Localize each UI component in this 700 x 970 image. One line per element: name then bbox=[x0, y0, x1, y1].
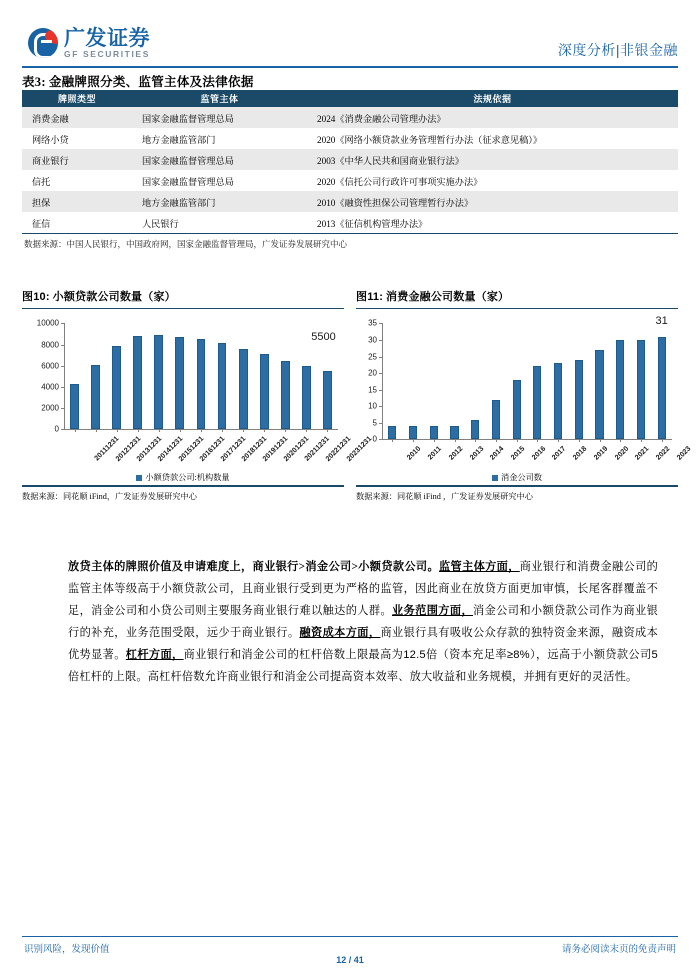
legend-swatch-icon bbox=[492, 475, 498, 481]
bar bbox=[91, 365, 100, 429]
x-axis-tick-label: 20121231 bbox=[112, 434, 142, 464]
x-axis-tick-label: 2021 bbox=[632, 444, 651, 463]
bar bbox=[239, 349, 248, 429]
y-axis-tick-mark bbox=[379, 423, 382, 424]
x-axis-tick-label: 2017 bbox=[550, 444, 568, 463]
footer-disclaimer: 请务必阅读末页的免责声明 bbox=[561, 944, 676, 955]
x-axis-tick-mark bbox=[327, 429, 328, 432]
bar bbox=[595, 350, 603, 439]
bar bbox=[218, 343, 227, 429]
x-axis-tick-mark bbox=[579, 439, 580, 442]
data-label: 5500 bbox=[311, 331, 336, 344]
y-axis-tick-label: 2000 bbox=[41, 403, 59, 413]
bar bbox=[450, 426, 458, 439]
figure-11-source: 数据来源：同花顺 iFind ，广发证券发展研究中心 bbox=[356, 491, 533, 501]
y-axis-tick-mark bbox=[379, 439, 382, 440]
y-axis-tick-mark bbox=[379, 406, 382, 407]
y-axis-tick-mark bbox=[61, 323, 64, 324]
table-title-text: 金融牌照分类、监管主体及法律依据 bbox=[48, 75, 254, 89]
x-axis-tick-mark bbox=[392, 439, 393, 442]
x-axis-tick-label: 2023 bbox=[674, 444, 693, 463]
cell-legal-basis: 2013《征信机构管理办法》 bbox=[307, 212, 678, 234]
figure-11 bbox=[356, 288, 693, 522]
bar bbox=[616, 340, 624, 439]
x-axis-tick-label: 2019 bbox=[591, 444, 610, 463]
footer-slogan: 识别风险，发现价值 bbox=[24, 944, 110, 955]
logo-text bbox=[64, 28, 150, 59]
x-axis-tick-mark bbox=[306, 429, 307, 432]
y-axis-tick-mark bbox=[379, 373, 382, 374]
table-caption bbox=[22, 72, 254, 90]
x-axis-line bbox=[382, 439, 672, 440]
y-axis-tick-mark bbox=[379, 323, 382, 324]
column-header-legal-basis: 法规依据 bbox=[307, 90, 678, 107]
x-axis-tick-mark bbox=[620, 439, 621, 442]
cell-license-type: 担保 bbox=[22, 191, 132, 212]
x-axis-tick-mark bbox=[517, 439, 518, 442]
x-axis-tick-mark bbox=[138, 429, 139, 432]
cell-license-type: 网络小贷 bbox=[22, 128, 132, 149]
cell-legal-basis: 2003《中华人民共和国商业银行法》 bbox=[307, 149, 678, 170]
bar bbox=[175, 337, 184, 429]
y-axis-tick-label: 8000 bbox=[41, 340, 59, 350]
x-axis-tick-label: 2016 bbox=[529, 444, 548, 463]
x-axis-tick-mark bbox=[496, 439, 497, 442]
bar bbox=[388, 426, 396, 439]
figure-10-number: 图10: bbox=[22, 291, 50, 303]
y-axis-tick-mark bbox=[61, 387, 64, 388]
y-axis-tick-label: 15 bbox=[368, 385, 377, 395]
cell-legal-basis: 2020《网络小额贷款业务管理暂行办法（征求意见稿）》 bbox=[307, 128, 678, 149]
x-axis-tick-mark bbox=[662, 439, 663, 442]
bar bbox=[471, 420, 479, 440]
bar bbox=[513, 380, 521, 440]
x-axis-tick-label: 20181231 bbox=[239, 434, 269, 464]
y-axis-tick-label: 4000 bbox=[41, 382, 59, 392]
y-axis-tick-label: 0 bbox=[372, 434, 377, 444]
x-axis-tick-label: 20231231 bbox=[344, 434, 374, 464]
x-axis-tick-label: 2012 bbox=[446, 444, 465, 463]
cell-legal-basis: 2020《信托公司行政许可事项实施办法》 bbox=[307, 170, 678, 191]
x-axis-tick-label: 20191231 bbox=[260, 434, 290, 464]
figure-10-caption bbox=[22, 288, 344, 308]
bar bbox=[133, 336, 142, 429]
x-axis-tick-mark bbox=[455, 439, 456, 442]
x-axis-tick-mark bbox=[243, 429, 244, 432]
gf-securities-logo bbox=[28, 28, 150, 59]
cell-regulator: 地方金融监管部门 bbox=[132, 191, 307, 212]
x-axis-tick-label: 20161231 bbox=[197, 434, 227, 464]
cell-license-type: 信托 bbox=[22, 170, 132, 191]
table-row bbox=[22, 149, 678, 170]
cell-regulator: 国家金融监督管理总局 bbox=[132, 170, 307, 191]
cell-license-type: 征信 bbox=[22, 212, 132, 234]
bar bbox=[575, 360, 583, 440]
x-axis-tick-mark bbox=[117, 429, 118, 432]
y-axis-tick-mark bbox=[61, 366, 64, 367]
x-axis-tick-label: 2011 bbox=[425, 444, 444, 462]
figure-10-legend bbox=[22, 472, 344, 483]
x-axis-tick-mark bbox=[180, 429, 181, 432]
bar bbox=[409, 426, 417, 439]
x-axis-tick-label: 20221231 bbox=[323, 434, 353, 464]
y-axis-tick-label: 6000 bbox=[41, 361, 59, 371]
bar bbox=[554, 363, 562, 439]
page-header bbox=[0, 0, 700, 66]
logo-english-name: GF SECURITIES bbox=[64, 49, 150, 59]
column-header-regulator: 监管主体 bbox=[132, 90, 307, 107]
figure-11-caption bbox=[356, 288, 678, 308]
x-axis-tick-mark bbox=[264, 429, 265, 432]
footer-page-number: 12 / 41 bbox=[336, 955, 364, 965]
y-axis-tick-label: 0 bbox=[54, 424, 59, 434]
x-axis-tick-label: 2015 bbox=[508, 444, 527, 463]
x-axis-tick-mark bbox=[159, 429, 160, 432]
license-table bbox=[22, 90, 678, 234]
figure-11-legend-label: 消金公司数 bbox=[501, 473, 542, 483]
x-axis-tick-mark bbox=[558, 439, 559, 442]
x-axis-tick-mark bbox=[75, 429, 76, 432]
x-axis-tick-label: 20211231 bbox=[302, 434, 332, 464]
bar bbox=[70, 384, 79, 429]
x-axis-tick-mark bbox=[222, 429, 223, 432]
table-row bbox=[22, 170, 678, 191]
x-axis-tick-label: 2018 bbox=[570, 444, 589, 463]
x-axis-tick-mark bbox=[96, 429, 97, 432]
figure-11-title-text: 消费金融公司数量（家） bbox=[386, 291, 510, 303]
bar bbox=[430, 426, 438, 439]
x-axis-tick-label: 2013 bbox=[467, 444, 485, 463]
body-paragraph: 放贷主体的牌照价值及申请难度上，商业银行>消金公司>小额贷款公司。监管主体方面，商业银行和消费金融公司的监管主体等级高于小额贷款公司，且商业银行受到更为严格的监管，因此商业在放贷方面更加审慎，长尾客群覆盖不足，消金公司和小贷公司则主要服务商业银行难以触达的人群。业务范围方面，消金公司和小额贷款公司作为商业银行的补充，业务范围受限，远少于商业银行。融资成本方面，商业银行具有吸收公众存款的独特资金来源，融资成本优势显著。杠杆方面，商业银行和消金公司的杠杆倍数上限最高为12.5倍（资本充足率≥8%），远高于小额贷款公司5倍杠杆的上限。高杠杆倍数允许商业银行和消金公司提高资本效率、放大收益和业务规模，并拥有更好的灵活性。 bbox=[68, 561, 659, 683]
figure-11-body bbox=[356, 309, 693, 485]
cell-license-type: 消费金融 bbox=[22, 107, 132, 128]
data-label: 31 bbox=[655, 314, 668, 327]
figure-10-source: 数据来源：同花顺 iFind，广发证券发展研究中心 bbox=[22, 491, 197, 501]
figure-11-legend bbox=[356, 472, 678, 483]
bar bbox=[281, 361, 290, 429]
table-row bbox=[22, 212, 678, 234]
figure-10-legend-label: 小额贷款公司:机构数量 bbox=[145, 473, 230, 483]
logo-mark-icon bbox=[28, 28, 58, 58]
x-axis-tick-label: 20131231 bbox=[134, 434, 164, 464]
bar bbox=[323, 371, 332, 429]
bar bbox=[533, 366, 541, 439]
bar bbox=[154, 335, 163, 429]
y-axis-line bbox=[382, 323, 383, 439]
y-axis-tick-mark bbox=[379, 357, 382, 358]
bar bbox=[197, 339, 206, 430]
x-axis-tick-label: 20141231 bbox=[155, 434, 185, 464]
x-axis-tick-mark bbox=[537, 439, 538, 442]
table-header-row bbox=[22, 90, 678, 107]
bar bbox=[658, 337, 666, 440]
header-divider bbox=[22, 66, 678, 68]
cell-regulator: 国家金融监督管理总局 bbox=[132, 107, 307, 128]
y-axis-line bbox=[64, 323, 65, 429]
y-axis-tick-label: 35 bbox=[368, 318, 377, 328]
bar bbox=[492, 400, 500, 440]
x-axis-tick-mark bbox=[285, 429, 286, 432]
y-axis-tick-label: 10000 bbox=[36, 318, 59, 328]
x-axis-tick-label: 20201231 bbox=[281, 434, 311, 464]
logo-swoosh-icon bbox=[44, 29, 58, 45]
y-axis-tick-label: 30 bbox=[368, 335, 377, 345]
x-axis-tick-label: 2010 bbox=[405, 444, 423, 463]
x-axis-tick-label: 20111231 bbox=[91, 434, 121, 463]
table-source-note: 数据来源：中国人民银行，中国政府网，国家金融监督管理局，广发证券发展研究中心 bbox=[24, 239, 348, 249]
cell-regulator: 地方金融监管部门 bbox=[132, 128, 307, 149]
x-axis-tick-label: 20151231 bbox=[176, 434, 206, 464]
figure-11-number: 图11: bbox=[356, 291, 384, 303]
x-axis-tick-label: 2020 bbox=[612, 444, 630, 463]
x-axis-tick-label: 2014 bbox=[487, 444, 506, 463]
bar bbox=[260, 354, 269, 429]
y-axis-tick-mark bbox=[61, 345, 64, 346]
x-axis-tick-mark bbox=[201, 429, 202, 432]
table-number: 表3: bbox=[22, 75, 46, 89]
header-category-label: 深度分析|非银金融 bbox=[557, 42, 678, 58]
cell-license-type: 商业银行 bbox=[22, 149, 132, 170]
x-axis-tick-mark bbox=[475, 439, 476, 442]
bar bbox=[637, 340, 645, 439]
y-axis-tick-mark bbox=[61, 429, 64, 430]
y-axis-tick-label: 5 bbox=[372, 418, 377, 428]
logo-chinese-name: 广发证券 bbox=[64, 27, 150, 50]
y-axis-tick-label: 20 bbox=[368, 368, 377, 378]
x-axis-tick-mark bbox=[434, 439, 435, 442]
figure-10-title-text: 小额贷款公司数量（家） bbox=[52, 291, 176, 303]
footer-divider bbox=[22, 936, 678, 937]
cell-regulator: 人民银行 bbox=[132, 212, 307, 234]
cell-regulator: 国家金融监督管理总局 bbox=[132, 149, 307, 170]
y-axis-tick-label: 10 bbox=[368, 401, 377, 411]
table-row bbox=[22, 191, 678, 212]
table-body bbox=[22, 107, 678, 234]
cell-legal-basis: 2010《融资性担保公司管理暂行办法》 bbox=[307, 191, 678, 212]
table-row bbox=[22, 107, 678, 128]
y-axis-tick-label: 25 bbox=[368, 352, 377, 362]
bar bbox=[302, 366, 311, 429]
bar bbox=[112, 346, 121, 429]
cell-legal-basis: 2024《消费金融公司管理办法》 bbox=[307, 107, 678, 128]
x-axis-tick-mark bbox=[641, 439, 642, 442]
x-axis-tick-mark bbox=[600, 439, 601, 442]
column-header-license-type: 牌照类型 bbox=[22, 90, 132, 107]
table-row bbox=[22, 128, 678, 149]
x-axis-tick-label: 20171231 bbox=[218, 434, 248, 464]
y-axis-tick-mark bbox=[379, 390, 382, 391]
y-axis-tick-mark bbox=[379, 340, 382, 341]
x-axis-tick-label: 2022 bbox=[653, 444, 672, 463]
x-axis-tick-mark bbox=[413, 439, 414, 442]
y-axis-tick-mark bbox=[61, 408, 64, 409]
legend-swatch-icon bbox=[136, 475, 142, 481]
figure-11-plot-area bbox=[356, 313, 693, 489]
